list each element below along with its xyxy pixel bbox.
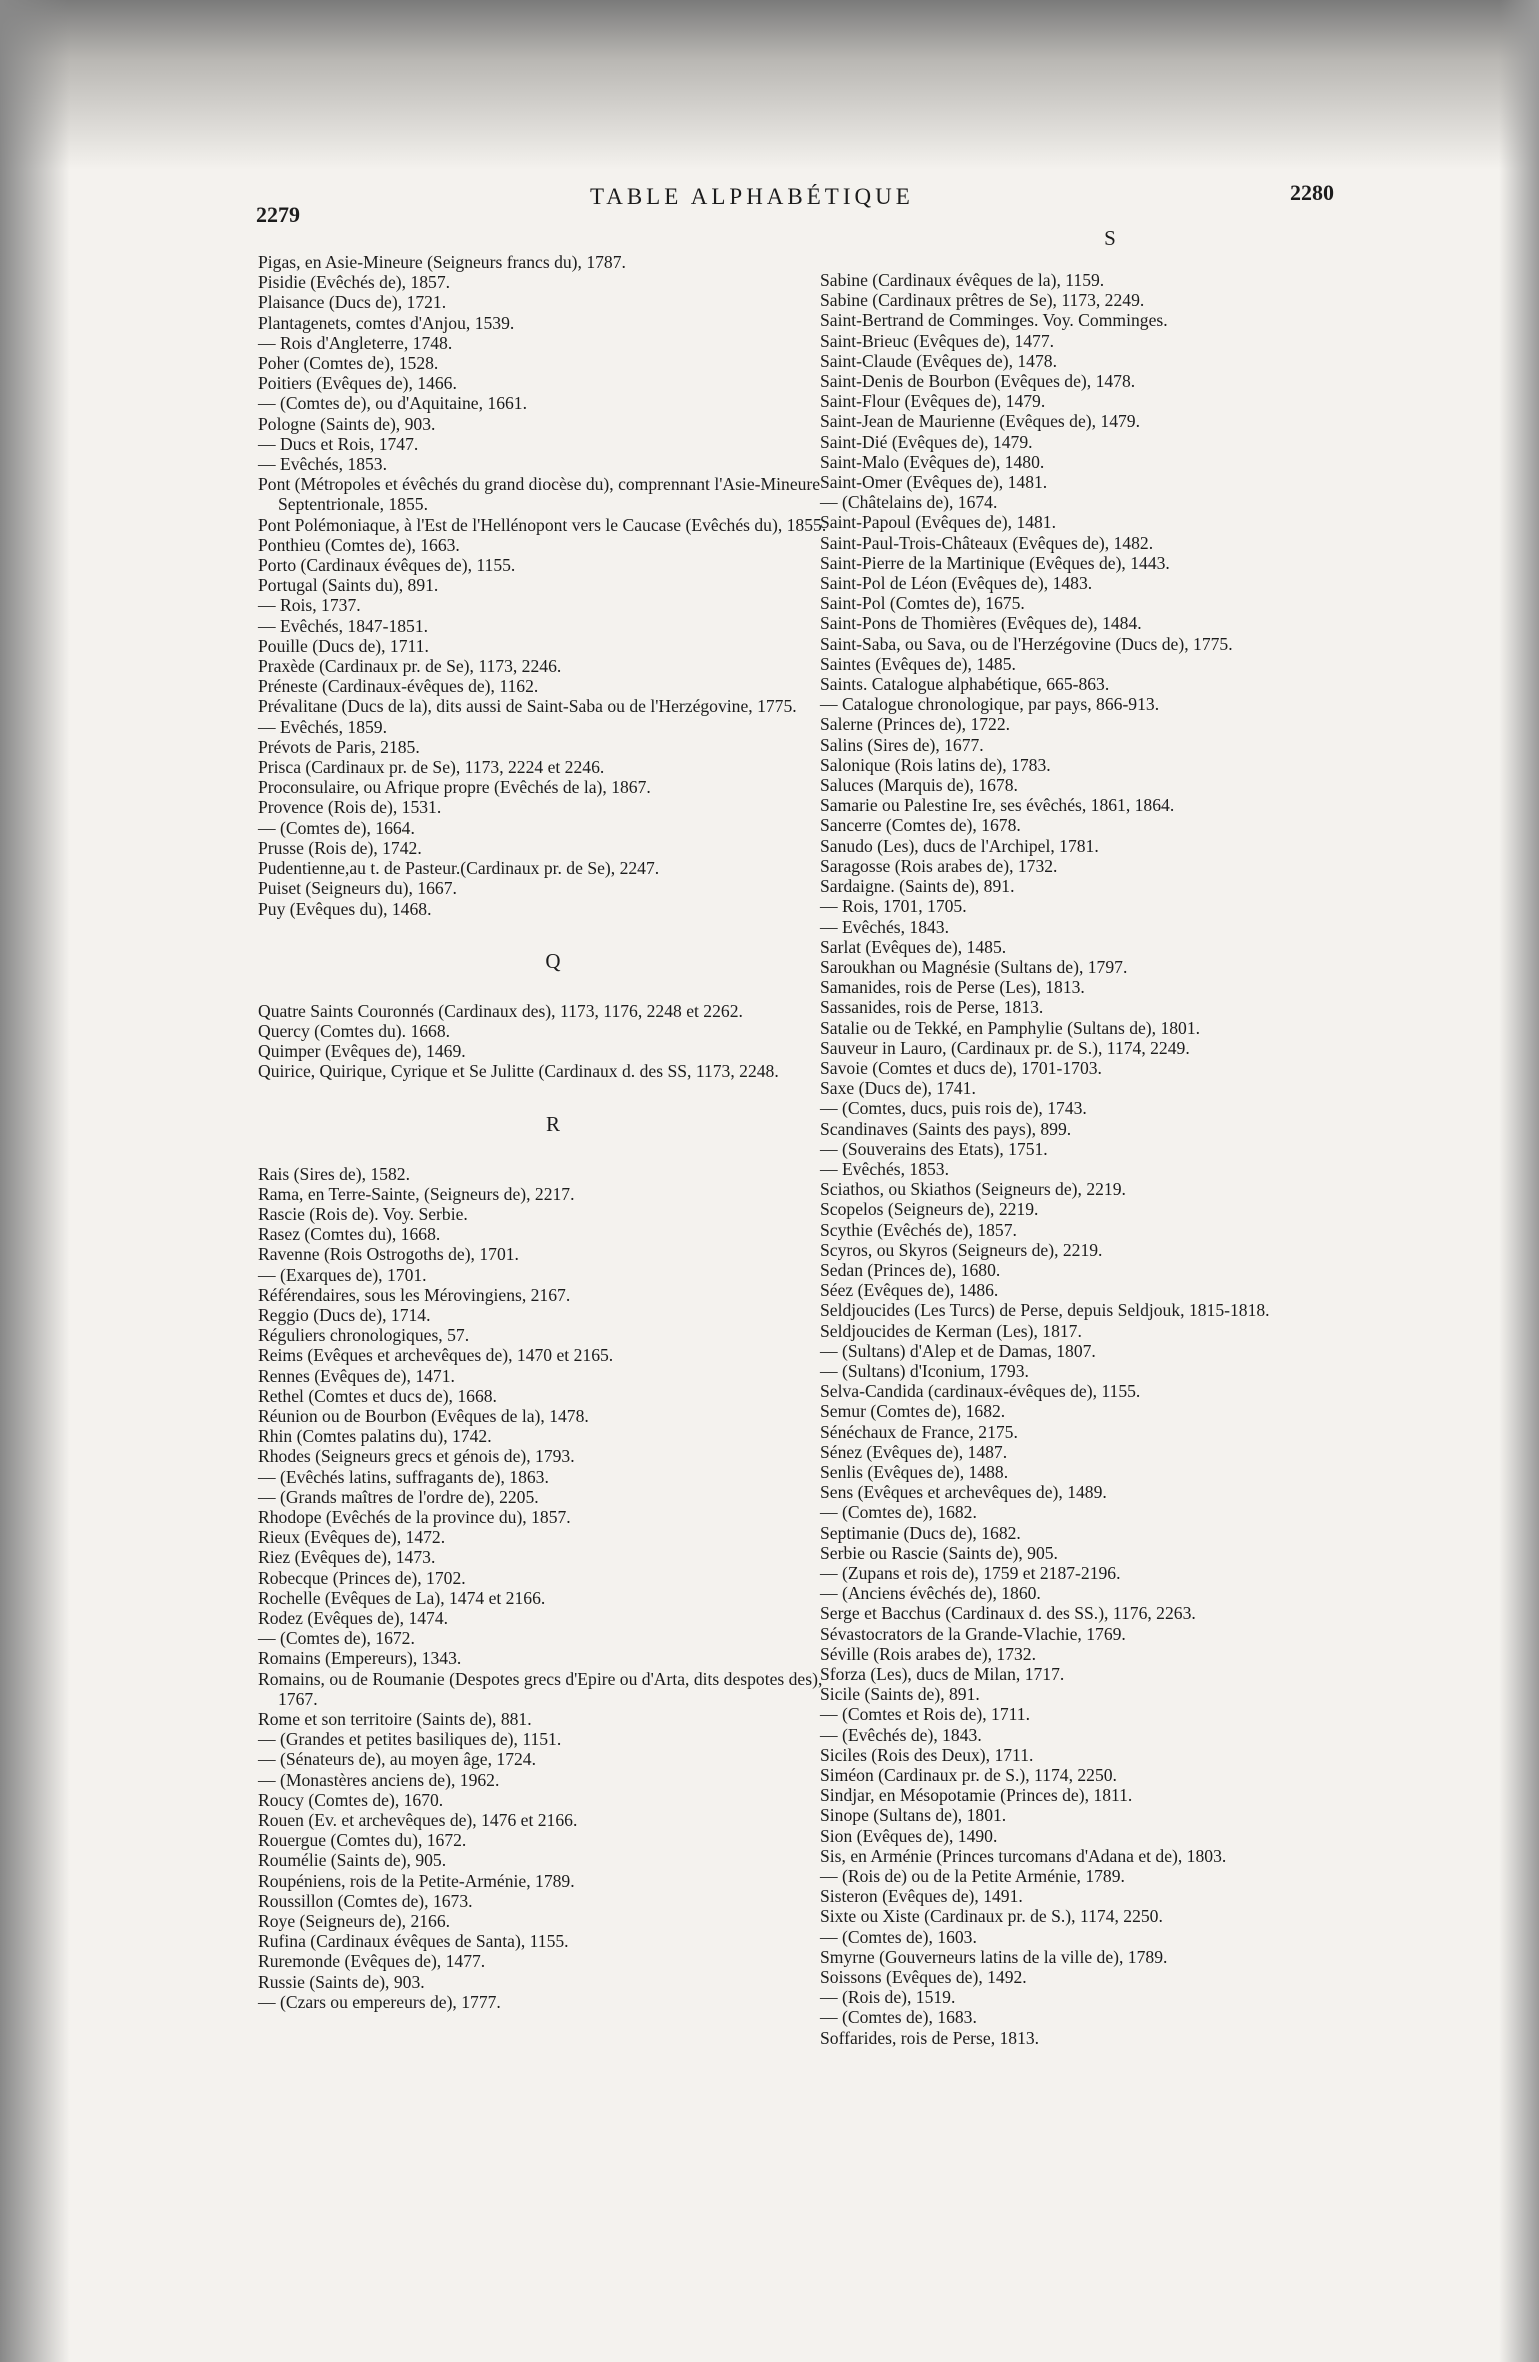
index-entry: Rufina (Cardinaux évêques de Santa), 1155. <box>258 1931 569 1952</box>
index-entry: — (Rois de) ou de la Petite Arménie, 1789. <box>820 1866 1125 1887</box>
index-entry: Ponthieu (Comtes de), 1663. <box>258 534 460 555</box>
index-entry: — (Anciens évêchés de), 1860. <box>820 1583 1041 1604</box>
index-entry: Pont Polémoniaque, à l'Est de l'Hellénopont vers le Caucase (Evêchés du), 1855. <box>258 514 827 535</box>
page-number-left: 2279 <box>256 202 300 227</box>
index-entry: Puiset (Seigneurs du), 1667. <box>258 878 457 899</box>
index-entry: — (Zupans et rois de), 1759 et 2187-2196. <box>820 1563 1121 1583</box>
index-entry: Saint-Bertrand de Comminges. Voy. Comminges. <box>820 310 1168 331</box>
page-title: TABLE ALPHABÉTIQUE <box>590 184 914 209</box>
scan-shadow-top <box>0 0 1539 170</box>
index-entry: Roye (Seigneurs de), 2166. <box>258 1911 451 1932</box>
index-entry: Rethel (Comtes et ducs de), 1668. <box>258 1385 497 1406</box>
index-entry: Sisteron (Evêques de), 1491. <box>820 1886 1023 1907</box>
index-entry: — Ducs et Rois, 1747. <box>258 433 419 454</box>
index-entry: Sis, en Arménie (Princes turcomans d'Adana et de), 1803. <box>820 1845 1227 1866</box>
index-entry: Smyrne (Gouverneurs latins de la ville de), 1789. <box>820 1946 1168 1967</box>
index-entry: Quercy (Comtes du). 1668. <box>258 1020 451 1041</box>
index-entry: Pigas, en Asie-Mineure (Seigneurs francs du), 1787. <box>258 252 626 272</box>
index-entry: Saint-Pierre de la Martinique (Evêques de), 1443. <box>820 552 1170 573</box>
index-entry: Saragosse (Rois arabes de), 1732. <box>820 855 1058 876</box>
r-entries <box>258 1164 848 2013</box>
index-entry: Sciathos, ou Skiathos (Seigneurs de), 2219. <box>820 1179 1126 1200</box>
index-entry: — Evêchés, 1843. <box>820 916 949 937</box>
index-entry: — (Comtes de), 1683. <box>820 2007 977 2028</box>
index-entry: Séville (Rois arabes de), 1732. <box>820 1643 1036 1664</box>
index-entry: Rasez (Comtes du), 1668. <box>258 1224 441 1245</box>
index-entry: Romains, ou de Roumanie (Despotes grecs d'Epire ou d'Arta, dits despotes des), 1767. <box>258 1668 823 1709</box>
index-entry: — Evêchés, 1853. <box>258 454 387 475</box>
index-entry: Sardaigne. (Saints de), 891. <box>820 876 1015 897</box>
index-entry: Prévots de Paris, 2185. <box>258 736 420 757</box>
index-entry: Rhin (Comtes palatins du), 1742. <box>258 1426 492 1447</box>
index-entry: — (Grands maîtres de l'ordre de), 2205. <box>258 1486 539 1507</box>
index-entry: Saint-Flour (Evêques de), 1479. <box>820 391 1046 412</box>
index-entry: Portugal (Saints du), 891. <box>258 575 439 596</box>
index-entry: Poher (Comtes de), 1528. <box>258 353 439 374</box>
index-entry: Saint-Paul-Trois-Châteaux (Evêques de), 1482. <box>820 532 1154 553</box>
index-entry: Ravenne (Rois Ostrogoths de), 1701. <box>258 1244 519 1265</box>
index-entry: Référendaires, sous les Mérovingiens, 2167. <box>258 1284 571 1305</box>
index-entry: Sixte ou Xiste (Cardinaux pr. de S.), 1174, 2250. <box>820 1906 1163 1927</box>
index-entry: Seldjoucides (Les Turcs) de Perse, depuis Seldjouk, 1815-1818. <box>820 1300 1270 1321</box>
index-entry: Serge et Bacchus (Cardinaux d. des SS.), 1176, 2263. <box>820 1603 1196 1624</box>
index-entry: Selva-Candida (cardinaux-évêques de), 1155. <box>820 1381 1141 1402</box>
index-entry: Saint-Saba, ou Sava, ou de l'Herzégovine (Ducs de), 1775. <box>820 633 1233 654</box>
index-entry: Robecque (Princes de), 1702. <box>258 1567 466 1588</box>
index-entry: Sens (Evêques et archevêques de), 1489. <box>820 1482 1107 1503</box>
index-entry: Saint-Jean de Maurienne (Evêques de), 1479. <box>820 411 1141 432</box>
section-letter-q: Q <box>545 948 561 973</box>
index-entry: Roumélie (Saints de), 905. <box>258 1850 447 1871</box>
index-entry: Saint-Claude (Evêques de), 1478. <box>820 350 1057 371</box>
index-entry: Sedan (Princes de), 1680. <box>820 1259 1001 1280</box>
index-entry: Reims (Evêques et archevêques de), 1470 et 2165. <box>258 1345 614 1366</box>
index-entry: — Catalogue chronologique, par pays, 866-913. <box>820 694 1160 715</box>
index-entry: — (Czars ou empereurs de), 1777. <box>258 1991 501 2012</box>
index-entry: Romains (Empereurs), 1343. <box>258 1648 462 1669</box>
index-entry: Saints. Catalogue alphabétique, 665-863. <box>820 674 1110 695</box>
index-entry: Sassanides, rois de Perse, 1813. <box>820 997 1044 1018</box>
index-entry: Sicile (Saints de), 891. <box>820 1684 980 1705</box>
index-entry: Pudentienne,au t. de Pasteur.(Cardinaux pr. de Se), 2247. <box>258 858 660 879</box>
index-entry: Pisidie (Evêchés de), 1857. <box>258 272 451 293</box>
section-letter-r: R <box>545 1111 560 1136</box>
index-entry: Saint-Malo (Evêques de), 1480. <box>820 451 1045 472</box>
index-entry: Saluces (Marquis de), 1678. <box>820 775 1018 796</box>
index-entry: Puy (Evêques du), 1468. <box>258 898 432 919</box>
index-entry: Salonique (Rois latins de), 1783. <box>820 754 1051 775</box>
index-entry: Scyros, ou Skyros (Seigneurs de), 2219. <box>820 1239 1103 1260</box>
index-entry: Rhodope (Evêchés de la province du), 1857. <box>258 1506 571 1527</box>
left-column <box>258 252 848 2012</box>
index-entry: — (Comtes de), ou d'Aquitaine, 1661. <box>258 393 527 414</box>
index-entry: Rieux (Evêques de), 1472. <box>258 1527 446 1548</box>
index-entry: Scopelos (Seigneurs de), 2219. <box>820 1199 1039 1220</box>
scan-shadow-left <box>0 0 70 2362</box>
index-entry: Serbie ou Rascie (Saints de), 905. <box>820 1542 1058 1563</box>
index-entry: Sancerre (Comtes de), 1678. <box>820 815 1021 836</box>
index-entry: Saint-Dié (Evêques de), 1479. <box>820 431 1033 452</box>
index-entry: Séez (Evêques de), 1486. <box>820 1280 999 1301</box>
index-entry: Scandinaves (Saints des pays), 899. <box>820 1118 1072 1139</box>
index-entry: Prusse (Rois de), 1742. <box>258 837 422 858</box>
index-entry: — (Sénateurs de), au moyen âge, 1724. <box>258 1749 536 1770</box>
index-entry: Saint-Pol (Comtes de), 1675. <box>820 593 1025 614</box>
index-entry: Senlis (Evêques de), 1488. <box>820 1461 1009 1482</box>
index-entry: Plantagenets, comtes d'Anjou, 1539. <box>258 312 515 333</box>
index-entry: Rome et son territoire (Saints de), 881. <box>258 1709 532 1729</box>
index-entry: — (Sultans) d'Iconium, 1793. <box>820 1360 1029 1381</box>
index-entry: Saint-Papoul (Evêques de), 1481. <box>820 512 1057 533</box>
index-entry: Rais (Sires de), 1582. <box>258 1163 410 1184</box>
index-entry: Salerne (Princes de), 1722. <box>820 714 1011 735</box>
index-entry: Quatre Saints Couronnés (Cardinaux des), 1173, 1176, 2248 et 2262. <box>258 1000 743 1021</box>
index-entry: Porto (Cardinaux évêques de), 1155. <box>258 555 516 576</box>
index-entry: — (Grandes et petites basiliques de), 1151. <box>258 1729 562 1750</box>
q-entries <box>258 1001 848 1082</box>
index-entry: Rama, en Terre-Sainte, (Seigneurs de), 2217. <box>258 1183 575 1204</box>
index-entry: Sion (Evêques de), 1490. <box>820 1825 998 1846</box>
index-entry: Provence (Rois de), 1531. <box>258 797 442 818</box>
index-entry: — Rois, 1701, 1705. <box>820 896 967 917</box>
index-entry: Scythie (Evêchés de), 1857. <box>820 1219 1017 1240</box>
index-entry: Roussillon (Comtes de), 1673. <box>258 1890 473 1911</box>
index-entry: Pouille (Ducs de), 1711. <box>258 635 429 656</box>
index-entry: Siciles (Rois des Deux), 1711. <box>820 1744 1034 1765</box>
index-entry: Ruremonde (Evêques de), 1477. <box>258 1951 486 1972</box>
index-entry: Saintes (Evêques de), 1485. <box>820 653 1016 674</box>
scan-shadow-right <box>1499 0 1539 2362</box>
index-entry: — Rois, 1737. <box>258 595 361 616</box>
index-entry: Saroukhan ou Magnésie (Sultans de), 1797. <box>820 956 1128 977</box>
index-entry: — (Comtes de), 1664. <box>258 817 415 838</box>
index-entry: Quimper (Evêques de), 1469. <box>258 1041 466 1062</box>
index-entry: Proconsulaire, ou Afrique propre (Evêchés de la), 1867. <box>258 777 651 798</box>
index-entry: — Evêchés, 1847-1851. <box>258 615 429 636</box>
index-entry: Saint-Denis de Bourbon (Evêques de), 1478. <box>820 371 1136 392</box>
index-entry: Préneste (Cardinaux-évêques de), 1162. <box>258 676 539 697</box>
index-entry: — (Comtes de), 1682. <box>820 1502 977 1523</box>
running-head <box>0 180 1539 227</box>
index-entry: — (Sultans) d'Alep et de Damas, 1807. <box>820 1340 1096 1361</box>
index-entry: Soffarides, rois de Perse, 1813. <box>820 2027 1040 2048</box>
page-number-right: 2280 <box>1290 180 1334 205</box>
index-entry: Rochelle (Evêques de La), 1474 et 2166. <box>258 1587 546 1608</box>
index-entry: — (Comtes de), 1672. <box>258 1628 415 1649</box>
index-entry: Saint-Pons de Thomières (Evêques de), 1484. <box>820 613 1142 634</box>
index-entry: Pologne (Saints de), 903. <box>258 413 436 434</box>
index-entry: — Rois d'Angleterre, 1748. <box>258 332 453 353</box>
index-entry: Rodez (Evêques de), 1474. <box>258 1607 449 1628</box>
index-entry: Russie (Saints de), 903. <box>258 1971 425 1992</box>
index-entry: — (Rois de), 1519. <box>820 1987 956 2008</box>
index-entry: Réunion ou de Bourbon (Evêques de la), 1478. <box>258 1405 589 1426</box>
index-entry: Saint-Brieuc (Evêques de), 1477. <box>820 330 1055 351</box>
index-entry: Réguliers chronologiques, 57. <box>258 1325 470 1346</box>
index-entry: — (Evêchés latins, suffragants de), 1863. <box>258 1466 549 1487</box>
index-entry: Sauveur in Lauro, (Cardinaux pr. de S.), 1174, 2249. <box>820 1037 1190 1058</box>
index-entry: Seldjoucides de Kerman (Les), 1817. <box>820 1320 1082 1341</box>
index-entry: — (Comtes et Rois de), 1711. <box>820 1704 1030 1725</box>
index-entry: Samarie ou Palestine Ire, ses évêchés, 1861, 1864. <box>820 795 1175 816</box>
index-entry: — (Comtes de), 1603. <box>820 1926 977 1947</box>
p-entries <box>258 252 848 919</box>
index-entry: Rouen (Ev. et archevêques de), 1476 et 2166. <box>258 1810 578 1831</box>
index-entry: Rouergue (Comtes du), 1672. <box>258 1830 467 1851</box>
right-column <box>820 226 1400 2048</box>
index-entry: Savoie (Comtes et ducs de), 1701-1703. <box>820 1057 1102 1078</box>
index-entry: Riez (Evêques de), 1473. <box>258 1547 436 1568</box>
index-entry: Salins (Sires de), 1677. <box>820 734 984 755</box>
index-entry: Saint-Pol de Léon (Evêques de), 1483. <box>820 573 1093 594</box>
index-entry: Plaisance (Ducs de), 1721. <box>258 292 447 313</box>
index-entry: Saxe (Ducs de), 1741. <box>820 1078 976 1099</box>
index-entry: Roupéniens, rois de la Petite-Arménie, 1789. <box>258 1870 575 1891</box>
index-entry: Sindjar, en Mésopotamie (Princes de), 1811. <box>820 1785 1133 1806</box>
index-entry: Sabine (Cardinaux évêques de la), 1159. <box>820 270 1105 290</box>
index-entry: Roucy (Comtes de), 1670. <box>258 1789 444 1810</box>
index-entry: Sforza (Les), ducs de Milan, 1717. <box>820 1664 1065 1685</box>
index-entry: Reggio (Ducs de), 1714. <box>258 1304 431 1325</box>
index-entry: — (Monastères anciens de), 1962. <box>258 1769 500 1790</box>
index-entry: — (Châtelains de), 1674. <box>820 492 998 513</box>
index-entry: Prisca (Cardinaux pr. de Se), 1173, 2224 et 2246. <box>258 757 605 778</box>
index-entry: — (Souverains des Etats), 1751. <box>820 1138 1048 1159</box>
index-entry: Sinope (Sultans de), 1801. <box>820 1805 1007 1826</box>
index-entry: Sénéchaux de France, 2175. <box>820 1421 1018 1442</box>
index-entry: Saint-Omer (Evêques de), 1481. <box>820 472 1048 493</box>
index-entry: Samanides, rois de Perse (Les), 1813. <box>820 977 1085 998</box>
section-letter-s: S <box>1104 226 1116 250</box>
index-entry: — (Evêchés de), 1843. <box>820 1724 982 1745</box>
index-entry: Soissons (Evêques de), 1492. <box>820 1967 1027 1988</box>
index-entry: Quirice, Quirique, Cyrique et Se Julitte (Cardinaux d. des SS, 1173, 2248. <box>258 1061 779 1082</box>
index-entry: Sévastocrators de la Grande-Vlachie, 1769. <box>820 1623 1126 1644</box>
index-entry: Sarlat (Evêques de), 1485. <box>820 936 1007 957</box>
index-entry: Satalie ou de Tekké, en Pamphylie (Sultans de), 1801. <box>820 1017 1201 1038</box>
s-entries <box>820 270 1400 2048</box>
index-entry: Septimanie (Ducs de), 1682. <box>820 1522 1021 1543</box>
index-entry: Sénez (Evêques de), 1487. <box>820 1441 1008 1462</box>
index-entry: — Evêchés, 1853. <box>820 1158 949 1179</box>
index-entry: Prévalitane (Ducs de la), dits aussi de Saint-Saba ou de l'Herzégovine, 1775. <box>258 696 797 717</box>
index-entry: Poitiers (Evêques de), 1466. <box>258 373 457 394</box>
index-entry: Rennes (Evêques de), 1471. <box>258 1365 455 1386</box>
index-entry: Sanudo (Les), ducs de l'Archipel, 1781. <box>820 835 1099 856</box>
index-entry: Praxède (Cardinaux pr. de Se), 1173, 2246. <box>258 656 562 677</box>
index-entry: — Evêchés, 1859. <box>258 716 387 737</box>
index-entry: — (Comtes, ducs, puis rois de), 1743. <box>820 1098 1087 1119</box>
index-entry: Siméon (Cardinaux pr. de S.), 1174, 2250. <box>820 1765 1117 1786</box>
index-entry: Rhodes (Seigneurs grecs et génois de), 1793. <box>258 1446 575 1467</box>
index-entry: Pont (Métropoles et évêchés du grand diocèse du), comprennant l'Asie-Mineure Septentrionale, 1855. <box>258 474 821 515</box>
index-entry: Rascie (Rois de). Voy. Serbie. <box>258 1203 468 1224</box>
index-entry: — (Exarques de), 1701. <box>258 1264 427 1285</box>
index-entry: Semur (Comtes de), 1682. <box>820 1401 1006 1422</box>
index-entry: Sabine (Cardinaux prêtres de Se), 1173, 2249. <box>820 290 1145 311</box>
